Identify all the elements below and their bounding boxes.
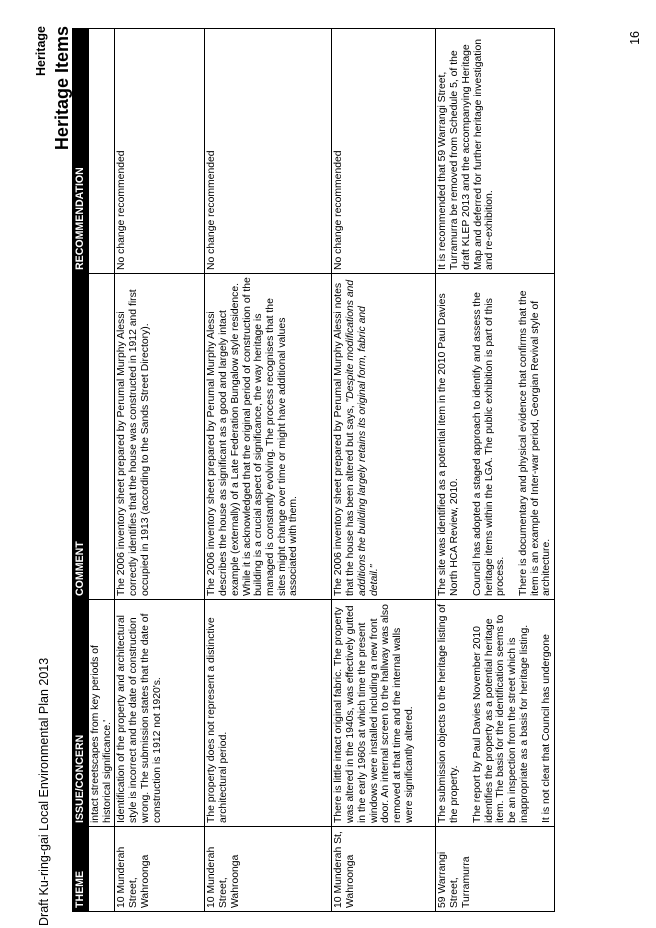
comment-text: The 2006 inventory sheet prepared by Perumal Murphy Alessi notes that the house has been altered but says, (333, 282, 357, 596)
issue-text: Identification of the property and architectural style is incorrect and the date of construction wrong. The submission states that the date of construction is 1912 not 1920's. (116, 613, 163, 823)
table-row (115, 29, 205, 912)
issue-text: intact streetscapes from key periods of historical significance.' (90, 645, 113, 823)
document-title: Draft Ku-ring-gai Local Environmental Plan 2013 (37, 657, 51, 926)
comment-cell (115, 274, 205, 600)
table-row (205, 29, 332, 912)
page-number: 16 (628, 31, 642, 45)
comment-text: The 2006 inventory sheet prepared by Perumal Murphy Alessi describes the house as significant as a good and largely intact example (externally) of a Late Federation Bungalow style residence. (206, 282, 241, 596)
comment-quote: "Despite modifications and additions the building largely retains its original form, fabric and detail." (345, 279, 380, 596)
section-label: Heritage (34, 26, 48, 77)
issue-text: The report by Paul Davies November 2010 identifies the property as a potential heritage item. The basis for the identification seems to be an inspection from the street which is inappropriate as a basis for heritage listing. (471, 614, 530, 823)
issue-text: The submission objects to the heritage listing of the property. (437, 604, 461, 823)
recommendation-cell: No change recommended (205, 29, 332, 274)
table-row (332, 29, 436, 912)
comment-text: There is documentary and physical evidence that confirms that the item is an example of Inter-war period, Georgian Revival style of architecture. (517, 290, 553, 596)
issue-cell (436, 600, 555, 827)
comment-text: Council has adopted a staged approach to identify and assess the heritage items within the LGA. The public exhibition is part of this process. (471, 292, 507, 596)
theme-cell: 59 Warrangi Street, Turramurra (436, 827, 555, 912)
column-header-theme: THEME (73, 827, 89, 912)
issue-text: The property does not represent a distinctive architectural period. (206, 617, 230, 823)
recommendation-cell: No change recommended (115, 29, 205, 274)
comment-cell (205, 274, 332, 600)
issue-text: There is little intact original fabric. The property was altered in the 1940s, was effectively gutted in the early 1960s at which time the present windows were installed including a new front door. An internal screen to the hallway was also removed at that time and the internal walls were significantly altered. (333, 604, 415, 823)
column-header-recommendation: RECOMMENDATION (73, 29, 89, 274)
issue-cell (332, 600, 436, 827)
issue-text: It is not clear that Council has undergone (541, 634, 553, 823)
issue-cell (115, 600, 205, 827)
issue-cell (89, 600, 115, 827)
theme-cell (89, 827, 115, 912)
recommendation-cell: It is recommended that 59 Warrangi Street, Turramurra be removed from Schedule 5, of the draft KLEP 2013 and the accompanying Heritage Map and deferred for further heritage investigation and re-exhibition. (436, 29, 555, 274)
recommendation-cell: No change recommended (332, 29, 436, 274)
comment-text: The site was identified as a potential item in the 2010 Paul Davies North HCA Review, 2010. (437, 293, 461, 596)
theme-cell: 10 Munderah Street, Wahroonga (115, 827, 205, 912)
comment-cell (436, 274, 555, 600)
recommendation-cell (89, 29, 115, 274)
table-row (89, 29, 115, 912)
page-title: Heritage Items (52, 26, 72, 151)
comment-cell (332, 274, 436, 600)
issue-cell (205, 600, 332, 827)
heritage-items-table (72, 28, 555, 912)
theme-cell: 10 Munderah Street, Wahroonga (205, 827, 332, 912)
column-header-comment: COMMENT (73, 274, 89, 600)
table-header-row (73, 29, 89, 912)
column-header-issue: ISSUE/CONCERN (73, 600, 89, 827)
comment-text: The 2006 inventory sheet prepared by Perumal Murphy Alessi correctly identifies that the house was constructed in 1912 and first occupied in 1913 (according to the Sands Street Directory). (116, 289, 151, 596)
table-row (436, 29, 555, 912)
comment-cell (89, 274, 115, 600)
theme-cell: 10 Munderah St, Wahroonga (332, 827, 436, 912)
comment-text: While it is acknowledged that the original period of construction of the building is a crucial aspect of significance, the way heritage is managed is constantly evolving. The process recognises that the sites might change over time or might have additional values associated with them. (241, 277, 300, 596)
